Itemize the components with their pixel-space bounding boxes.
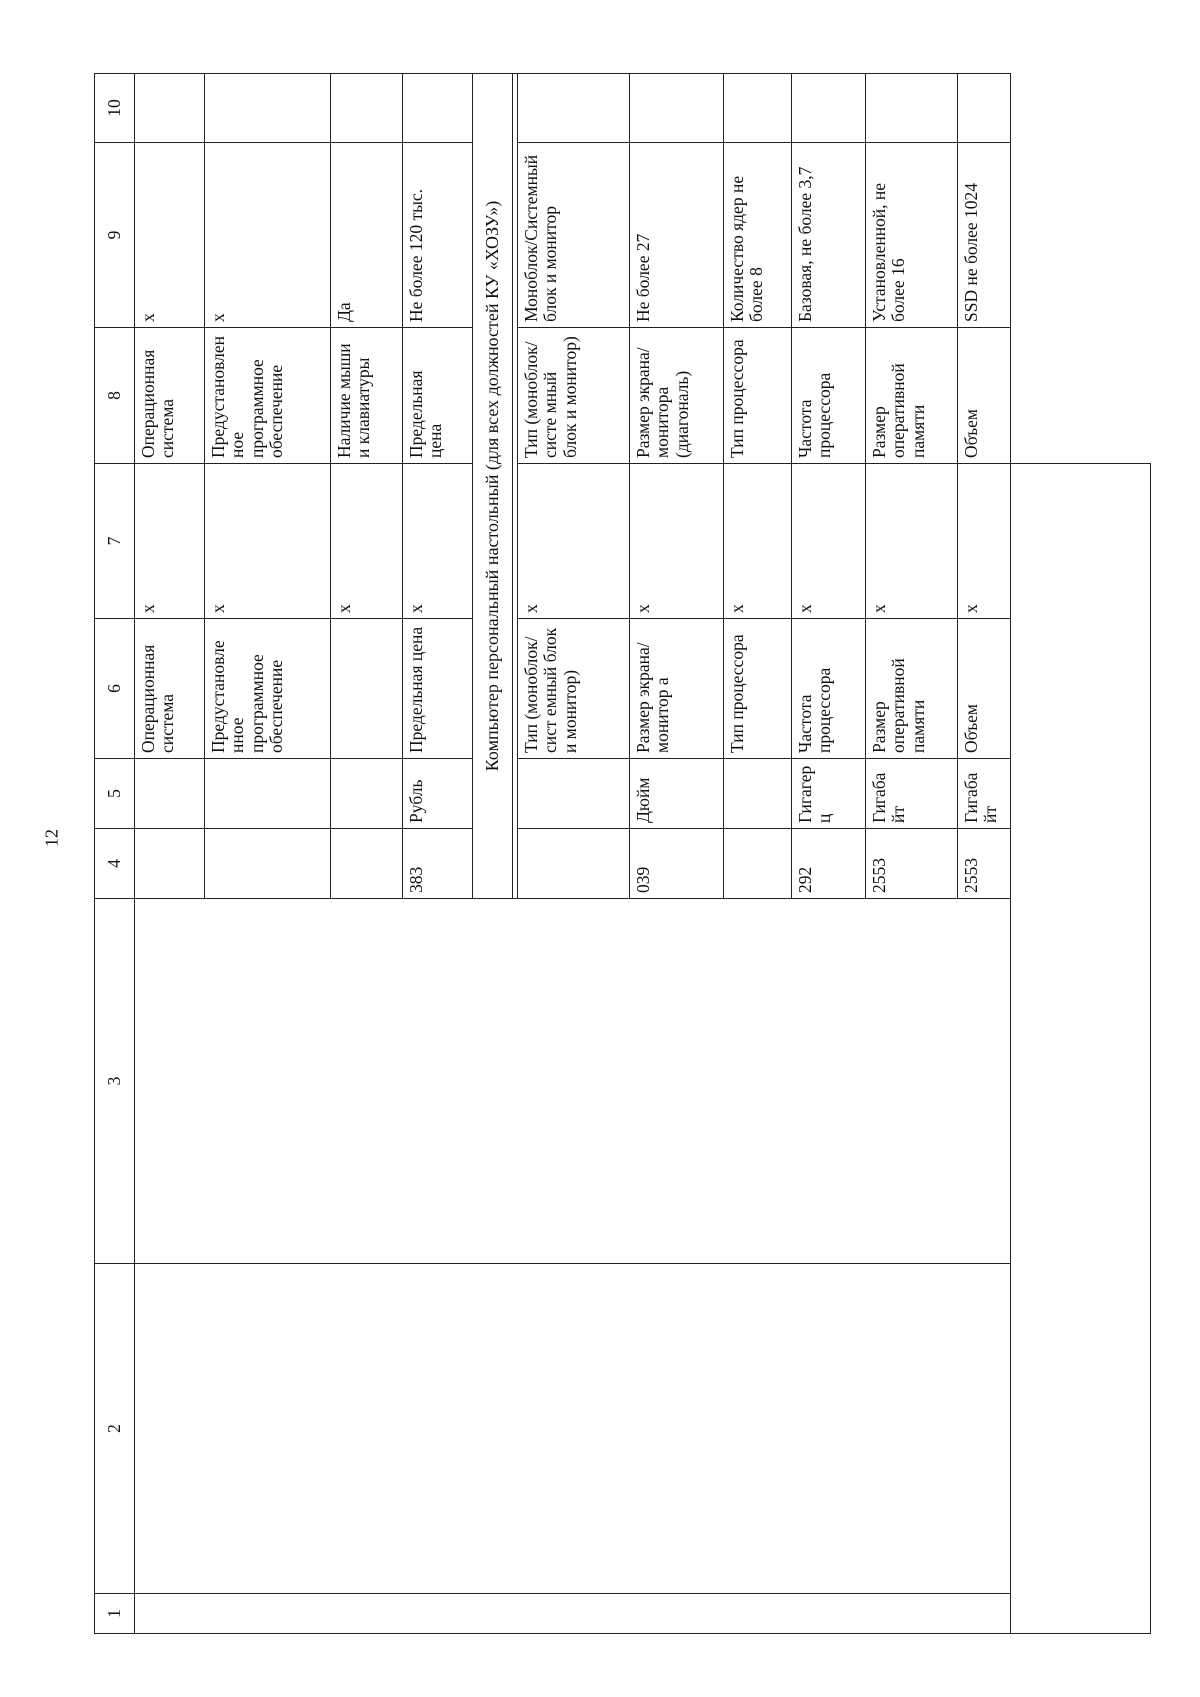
cell-c8: Размер оперативной памяти bbox=[866, 328, 958, 464]
cell-c2 bbox=[513, 1264, 1011, 1594]
cell-c9: Не более 27 bbox=[630, 143, 724, 328]
page-number: 12 bbox=[41, 829, 62, 847]
cell-c6: Размер экрана/монитор а bbox=[630, 619, 724, 759]
cell-c6: Частота процессора bbox=[792, 619, 866, 759]
cell-c6: Предустановле нное программное обеспечение bbox=[205, 619, 331, 759]
header-cell: 3 bbox=[95, 899, 135, 1264]
table-row bbox=[135, 74, 205, 1634]
cell-c4: 2553 bbox=[866, 829, 958, 899]
cell-c4: 292 bbox=[792, 829, 866, 899]
cell-c4 bbox=[518, 829, 630, 899]
header-cell: 4 bbox=[95, 829, 135, 899]
cell-c10 bbox=[331, 74, 403, 143]
cell-c9: Базовая, не более 3,7 bbox=[792, 143, 866, 328]
header-cell: 10 bbox=[95, 74, 135, 143]
cell-c5: Гигагерц bbox=[792, 759, 866, 829]
cell-c3 bbox=[513, 899, 1011, 1264]
cell-c8: Наличие мыши и клавиатуры bbox=[331, 328, 403, 464]
cell-c10 bbox=[630, 74, 724, 143]
cell-c7: х bbox=[331, 464, 403, 619]
cell-c8: Объем bbox=[958, 328, 1011, 464]
cell-c9: Не более 120 тыс. bbox=[403, 143, 473, 328]
header-cell: 7 bbox=[95, 464, 135, 619]
section-title: Компьютер персональный настольный (для всех должностей КУ «ХОЗУ») bbox=[473, 74, 513, 899]
cell-c1 bbox=[135, 1594, 473, 1634]
cell-c6: Операционная система bbox=[135, 619, 205, 759]
cell-c8: Операционная система bbox=[135, 328, 205, 464]
cell-c8: Предустановлен ное программное обеспечение bbox=[205, 328, 331, 464]
cell-c9: SSD не более 1024 bbox=[958, 143, 1011, 328]
cell-c8: Частота процессора bbox=[792, 328, 866, 464]
cell-c5 bbox=[724, 759, 792, 829]
cell-c7: х bbox=[135, 464, 205, 619]
cell-c5: Рубль bbox=[403, 759, 473, 829]
cell-c4 bbox=[724, 829, 792, 899]
cell-c5 bbox=[331, 759, 403, 829]
cell-c10 bbox=[866, 74, 958, 143]
cell-c6 bbox=[331, 619, 403, 759]
cell-c7: х bbox=[958, 464, 1011, 619]
header-cell: 8 bbox=[95, 328, 135, 464]
header-cell: 6 bbox=[95, 619, 135, 759]
cell-c7: х bbox=[630, 464, 724, 619]
cell-c7: х bbox=[205, 464, 331, 619]
cell-c10 bbox=[724, 74, 792, 143]
cell-c7: х bbox=[518, 464, 630, 619]
cell-c7: х bbox=[403, 464, 473, 619]
cell-c6: Тип процессора bbox=[724, 619, 792, 759]
cell-c10 bbox=[135, 74, 205, 143]
rotated-table-wrapper bbox=[94, 74, 1110, 1634]
cell-c10 bbox=[958, 74, 1011, 143]
cell-c1 bbox=[473, 1594, 513, 1634]
header-cell: 5 bbox=[95, 759, 135, 829]
cell-c5: Гигабайт bbox=[866, 759, 958, 829]
cell-c9: Количество ядер не более 8 bbox=[724, 143, 792, 328]
cell-c7: х bbox=[724, 464, 792, 619]
cell-c5 bbox=[135, 759, 205, 829]
cell-c9: Да bbox=[331, 143, 403, 328]
cell-c8: Тип (моноблок/систе мный блок и монитор) bbox=[518, 328, 630, 464]
table-row-empty bbox=[1011, 74, 1151, 1634]
cell-c9: х bbox=[205, 143, 331, 328]
header-cell: 2 bbox=[95, 1264, 135, 1594]
cell-c4: 039 bbox=[630, 829, 724, 899]
header-row bbox=[95, 74, 135, 1634]
cell-c7: х bbox=[792, 464, 866, 619]
cell-c10 bbox=[518, 74, 630, 143]
cell-c6: Объем bbox=[958, 619, 1011, 759]
cell-c5 bbox=[205, 759, 331, 829]
cell-c10 bbox=[792, 74, 866, 143]
cell-c6: Размер оперативной памяти bbox=[866, 619, 958, 759]
cell-c6: Тип (моноблок/сист емный блок и монитор) bbox=[518, 619, 630, 759]
cell-c5 bbox=[518, 759, 630, 829]
cell-c9: Установленной, не более 16 bbox=[866, 143, 958, 328]
cell-c6: Предельная цена bbox=[403, 619, 473, 759]
cell-c4: 2553 bbox=[958, 829, 1011, 899]
header-cell: 1 bbox=[95, 1594, 135, 1634]
cell-c4 bbox=[205, 829, 331, 899]
cell-c2 bbox=[135, 1264, 473, 1594]
cell-c1 bbox=[513, 1594, 1011, 1634]
cell-c7: х bbox=[866, 464, 958, 619]
header-cell: 9 bbox=[95, 143, 135, 328]
cell-c5: Гигабайт bbox=[958, 759, 1011, 829]
cell-c4 bbox=[135, 829, 205, 899]
cell-c4 bbox=[331, 829, 403, 899]
cell-c3 bbox=[135, 899, 473, 1264]
cell-c3 bbox=[473, 899, 513, 1264]
cell-c10 bbox=[205, 74, 331, 143]
empty-cell bbox=[1011, 464, 1151, 1634]
cell-c9: х bbox=[135, 143, 205, 328]
cell-c4: 383 bbox=[403, 829, 473, 899]
cell-c8: Размер экрана/монитора (диагональ) bbox=[630, 328, 724, 464]
cell-c8: Предельная цена bbox=[403, 328, 473, 464]
cell-c9: Моноблок/Системный блок и монитор bbox=[518, 143, 630, 328]
cell-c2 bbox=[473, 1264, 513, 1594]
cell-c5: Дюйм bbox=[630, 759, 724, 829]
section-row bbox=[473, 74, 513, 1634]
cell-c8: Тип процессора bbox=[724, 328, 792, 464]
spec-table bbox=[94, 73, 1151, 1634]
cell-c10 bbox=[403, 74, 473, 143]
